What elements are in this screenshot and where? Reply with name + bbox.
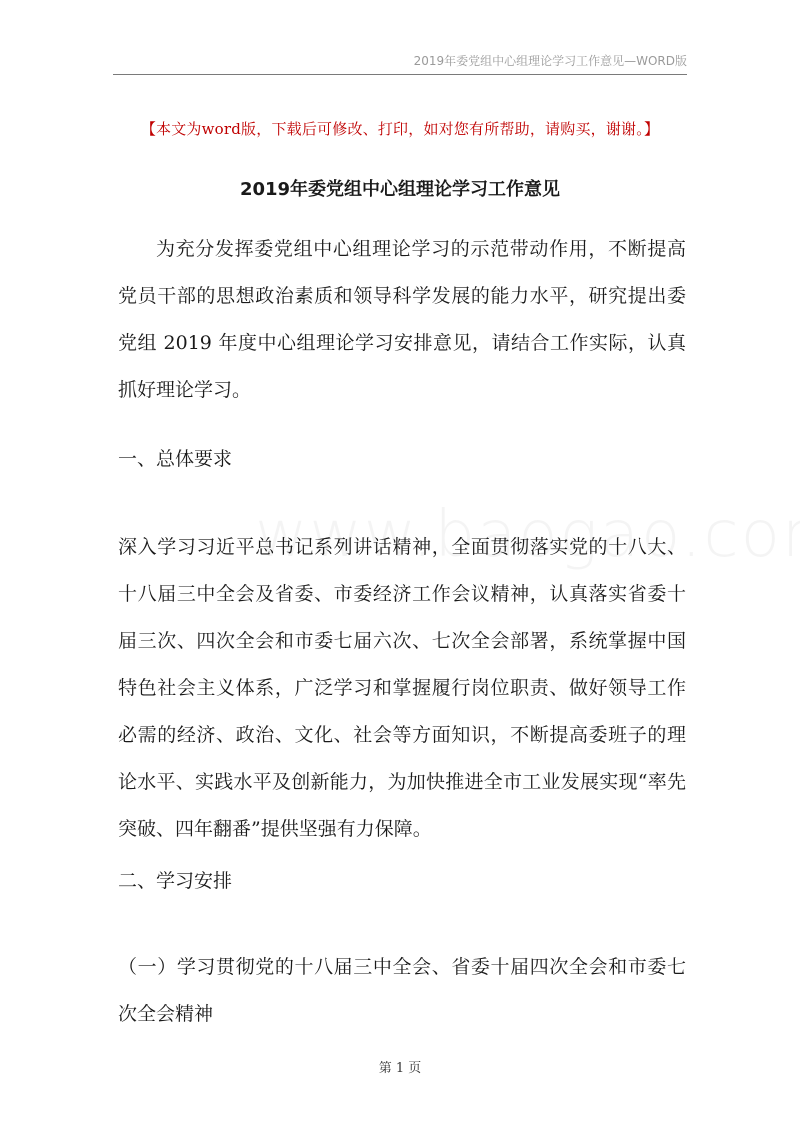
document-title: 2019年委党组中心组理论学习工作意见 — [239, 179, 561, 200]
header-rule — [113, 74, 687, 75]
page-header: 2019年委党组中心组理论学习工作意见—WORD版 — [413, 54, 687, 68]
section-heading-general-requirements: 一、总体要求 — [118, 448, 233, 470]
section-general-requirements-body: 深入学习习近平总书记系列讲话精神，全面贯彻落实党的十八大、十八届三中全会及省委、市委经济工作会议精神，认真落实省委十届三次、四次全会和市委七届六次、七次全会部署，系统掌握中国特色社会主义体系，广泛学习和掌握履行岗位职责、做好领导工作必需的经济、政治、文化、社会等方面知识，不断提高委班子的理论水平、实践水平及创新能力，为加快推进全市工业发展实现“率先突破、四年翻番”提供坚强有力保障。 — [118, 536, 686, 840]
section-heading-study-arrangement: 二、学习安排 — [118, 870, 233, 892]
study-arrangement-item-1: （一）学习贯彻党的十八届三中全会、省委十届四次全会和市委七次全会精神 — [118, 956, 686, 1025]
download-notice: 【本文为word版，下载后可修改、打印，如对您有所帮助，请购买，谢谢。】 — [140, 120, 660, 138]
page-number: 第 1 页 — [378, 1061, 422, 1076]
intro-paragraph: 为充分发挥委党组中心组理论学习的示范带动作用，不断提高党员干部的思想政治素质和领导科学发展的能力水平，研究提出委党组 2019 年度中心组理论学习安排意见，请结合工作实际，认真抓好理论学习。 — [118, 238, 686, 401]
